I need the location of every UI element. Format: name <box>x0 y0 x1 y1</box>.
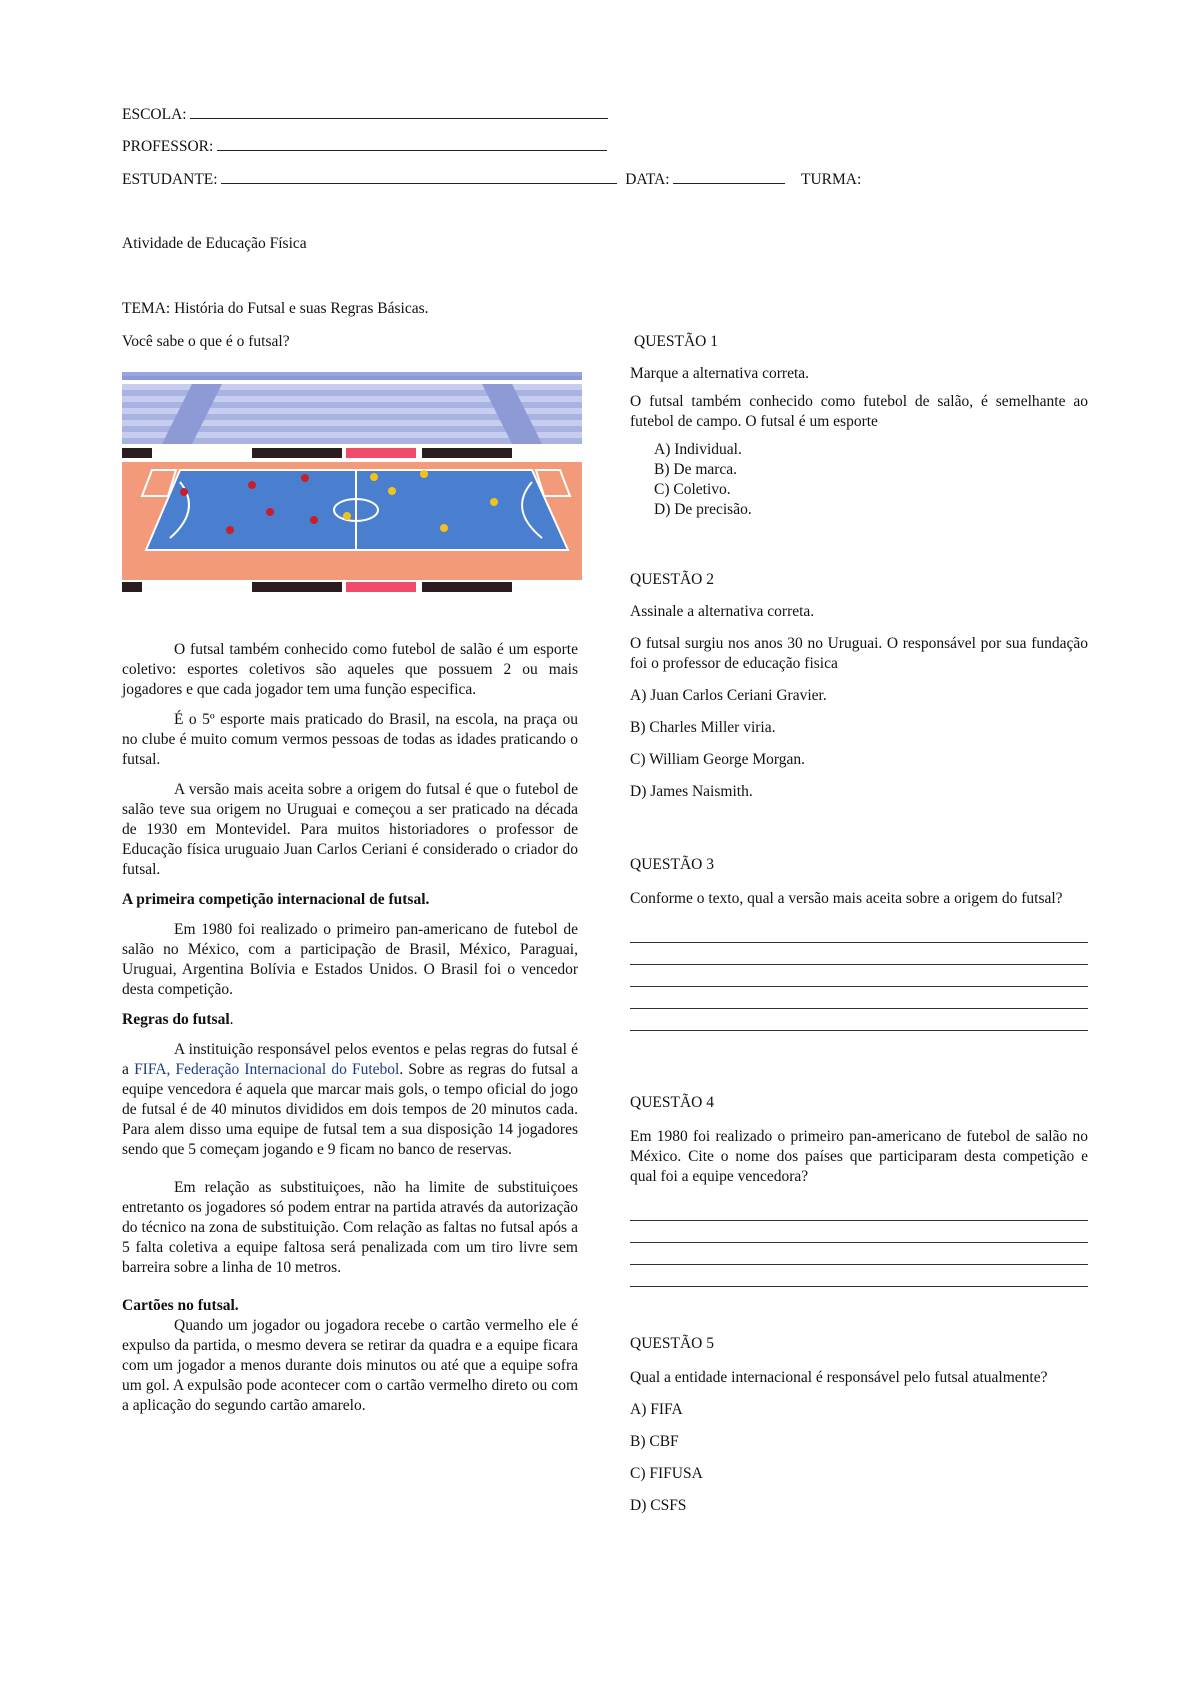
answer-line[interactable] <box>630 965 1088 987</box>
q1-instruction: Marque a alternativa correta. <box>630 365 810 382</box>
heading-cards: Cartões no futsal. <box>122 1297 239 1314</box>
q1-option-c[interactable]: C) Coletivo. <box>654 481 731 498</box>
answer-line[interactable] <box>630 1199 1088 1221</box>
q5-stem: Qual a entidade internacional é responsável pelo futsal atualmente? <box>630 1369 1048 1386</box>
q1-option-d[interactable]: D) De precisão. <box>654 501 752 518</box>
q4-answer-lines[interactable] <box>630 1199 1088 1287</box>
q1-option-a[interactable]: A) Individual. <box>654 441 742 458</box>
paragraph-cards: Quando um jogador ou jogadora recebe o cartão vermelho ele é expulso da partida, o mesmo devera se retirar da quadra e a equipe ficara com um jogador a menos durante dois minutos ou até que a equipe sofra um gol. A expulsão pode acontecer com o cartão vermelho direto ou com a aplicação do segundo cartão amarelo. <box>122 1317 578 1414</box>
q5-option-a[interactable]: A) FIFA <box>630 1401 683 1418</box>
futsal-court-illustration <box>122 370 582 592</box>
left-column-text <box>122 640 578 1426</box>
q3-stem: Conforme o texto, qual a versão mais aceita sobre a origem do futsal? <box>630 890 1063 907</box>
q2-stem: O futsal surgiu nos anos 30 no Uruguai. O responsável por sua fundação foi o professor de educação fisica <box>630 635 1088 672</box>
paragraph-substitutions: Em relação as substituiçoes, não ha limite de substituiçoes entretanto os jogadores só podem entrar na partida através da autorização do técnico na zona de substituição. Com relação as faltas no futsal após a 5 falta coletiva a equipe faltosa será penalizada com um tiro livre sem barreira sobre a linha de 10 metros. <box>122 1179 578 1276</box>
estudante-line <box>122 168 861 190</box>
tema-line: TEMA: História do Futsal e suas Regras Básicas. <box>122 300 429 317</box>
answer-line[interactable] <box>630 1009 1088 1031</box>
q2-option-c[interactable]: C) William George Morgan. <box>630 751 806 768</box>
estudante-field[interactable] <box>221 168 617 184</box>
q1-options <box>654 440 1088 520</box>
heading-first-competition: A primeira competição internacional de futsal. <box>122 891 430 908</box>
professor-line <box>122 135 607 157</box>
paragraph-pan-american: Em 1980 foi realizado o primeiro pan-americano de futebol de salão no México, com a participação de Brasil, México, Paraguai, Uruguai, Argentina Bolívia e Estados Unidos. O Brasil foi o vencedor desta competição. <box>122 921 578 998</box>
q5-option-c[interactable]: C) FIFUSA <box>630 1465 703 1482</box>
answer-line[interactable] <box>630 1265 1088 1287</box>
answer-line[interactable] <box>630 1243 1088 1265</box>
estudante-label: ESTUDANTE: <box>122 171 218 188</box>
professor-label: PROFESSOR: <box>122 138 214 155</box>
escola-label: ESCOLA: <box>122 106 187 123</box>
q4-title: QUESTÃO 4 <box>630 1094 714 1111</box>
question-2 <box>630 570 1088 802</box>
paragraph-origin: A versão mais aceita sobre a origem do futsal é que o futebol de salão teve sua origem no Uruguai e começou a ser praticado na década de 1930 em Montevidel. Para muitos historiadores o professor de Educação física uruguaio Juan Carlos Ceriani é considerado o criador do futsal. <box>122 781 578 878</box>
q4-stem: Em 1980 foi realizado o primeiro pan-americano de futebol de salão no México. Cite o nome dos países que participaram desta competição e qual foi a equipe vencedora? <box>630 1128 1088 1185</box>
q1-title: QUESTÃO 1 <box>634 333 718 350</box>
paragraph-rules: A instituição responsável pelos eventos e pelas regras do futsal é a FIFA, Federação Internacional do Futebol. Sobre as regras do futsal a equipe vencedora é aquela que marcar mais gols, o tempo oficial do jogo de futsal é de 40 minutos divididos em dois tempos de 20 minutos cada. Para alem disso uma equipe de futsal tem a sua disposição 14 jogadores sendo que 5 começam jogando e 9 ficam no banco de reservas. <box>122 1041 578 1158</box>
paragraph-futsal-definition: O futsal também conhecido como futebol de salão é um esporte coletivo: esportes coletivos são aqueles que possuem 2 ou mais jogadores e que cada jogador tem uma função especifica. <box>122 641 578 698</box>
q1-stem: O futsal também conhecido como futebol de salão, é semelhante ao futebol de campo. O futsal é um esporte <box>630 393 1088 430</box>
question-1 <box>630 332 1088 520</box>
data-label: DATA: <box>625 171 670 188</box>
heading-rules: Regras do futsal. <box>122 1011 234 1028</box>
fifa-link[interactable]: FIFA, Federação Internacional do Futebol <box>134 1061 400 1078</box>
q2-title: QUESTÃO 2 <box>630 571 714 588</box>
q5-option-d[interactable]: D) CSFS <box>630 1497 687 1514</box>
answer-line[interactable] <box>630 987 1088 1009</box>
q3-answer-lines[interactable] <box>630 921 1088 1031</box>
question-3 <box>630 855 1088 1031</box>
q2-option-a[interactable]: A) Juan Carlos Ceriani Gravier. <box>630 687 827 704</box>
answer-line[interactable] <box>630 1221 1088 1243</box>
professor-field[interactable] <box>217 135 607 151</box>
q2-option-d[interactable]: D) James Naismith. <box>630 783 753 800</box>
advertising-banners-top <box>122 448 512 458</box>
q1-option-b[interactable]: B) De marca. <box>654 461 738 478</box>
question-5 <box>630 1334 1088 1516</box>
data-field[interactable] <box>673 168 785 184</box>
advertising-banners-bottom <box>122 582 512 592</box>
escola-field[interactable] <box>190 103 608 119</box>
paragraph-popularity: É o 5º esporte mais praticado do Brasil, na escola, na praça ou no clube é muito comum vermos pessoas de todas as idades praticando o futsal. <box>122 711 578 768</box>
q5-title: QUESTÃO 5 <box>630 1335 714 1352</box>
question-4 <box>630 1093 1088 1287</box>
q2-instruction: Assinale a alternativa correta. <box>630 603 815 620</box>
q5-option-b[interactable]: B) CBF <box>630 1433 679 1450</box>
q3-title: QUESTÃO 3 <box>630 856 714 873</box>
turma-label: TURMA: <box>800 171 862 188</box>
escola-line <box>122 103 608 125</box>
page-title: Atividade de Educação Física <box>122 235 307 252</box>
q2-option-b[interactable]: B) Charles Miller viria. <box>630 719 776 736</box>
answer-line[interactable] <box>630 921 1088 943</box>
stadium-stands <box>122 372 582 444</box>
intro-question: Você sabe o que é o futsal? <box>122 333 290 350</box>
answer-line[interactable] <box>630 943 1088 965</box>
